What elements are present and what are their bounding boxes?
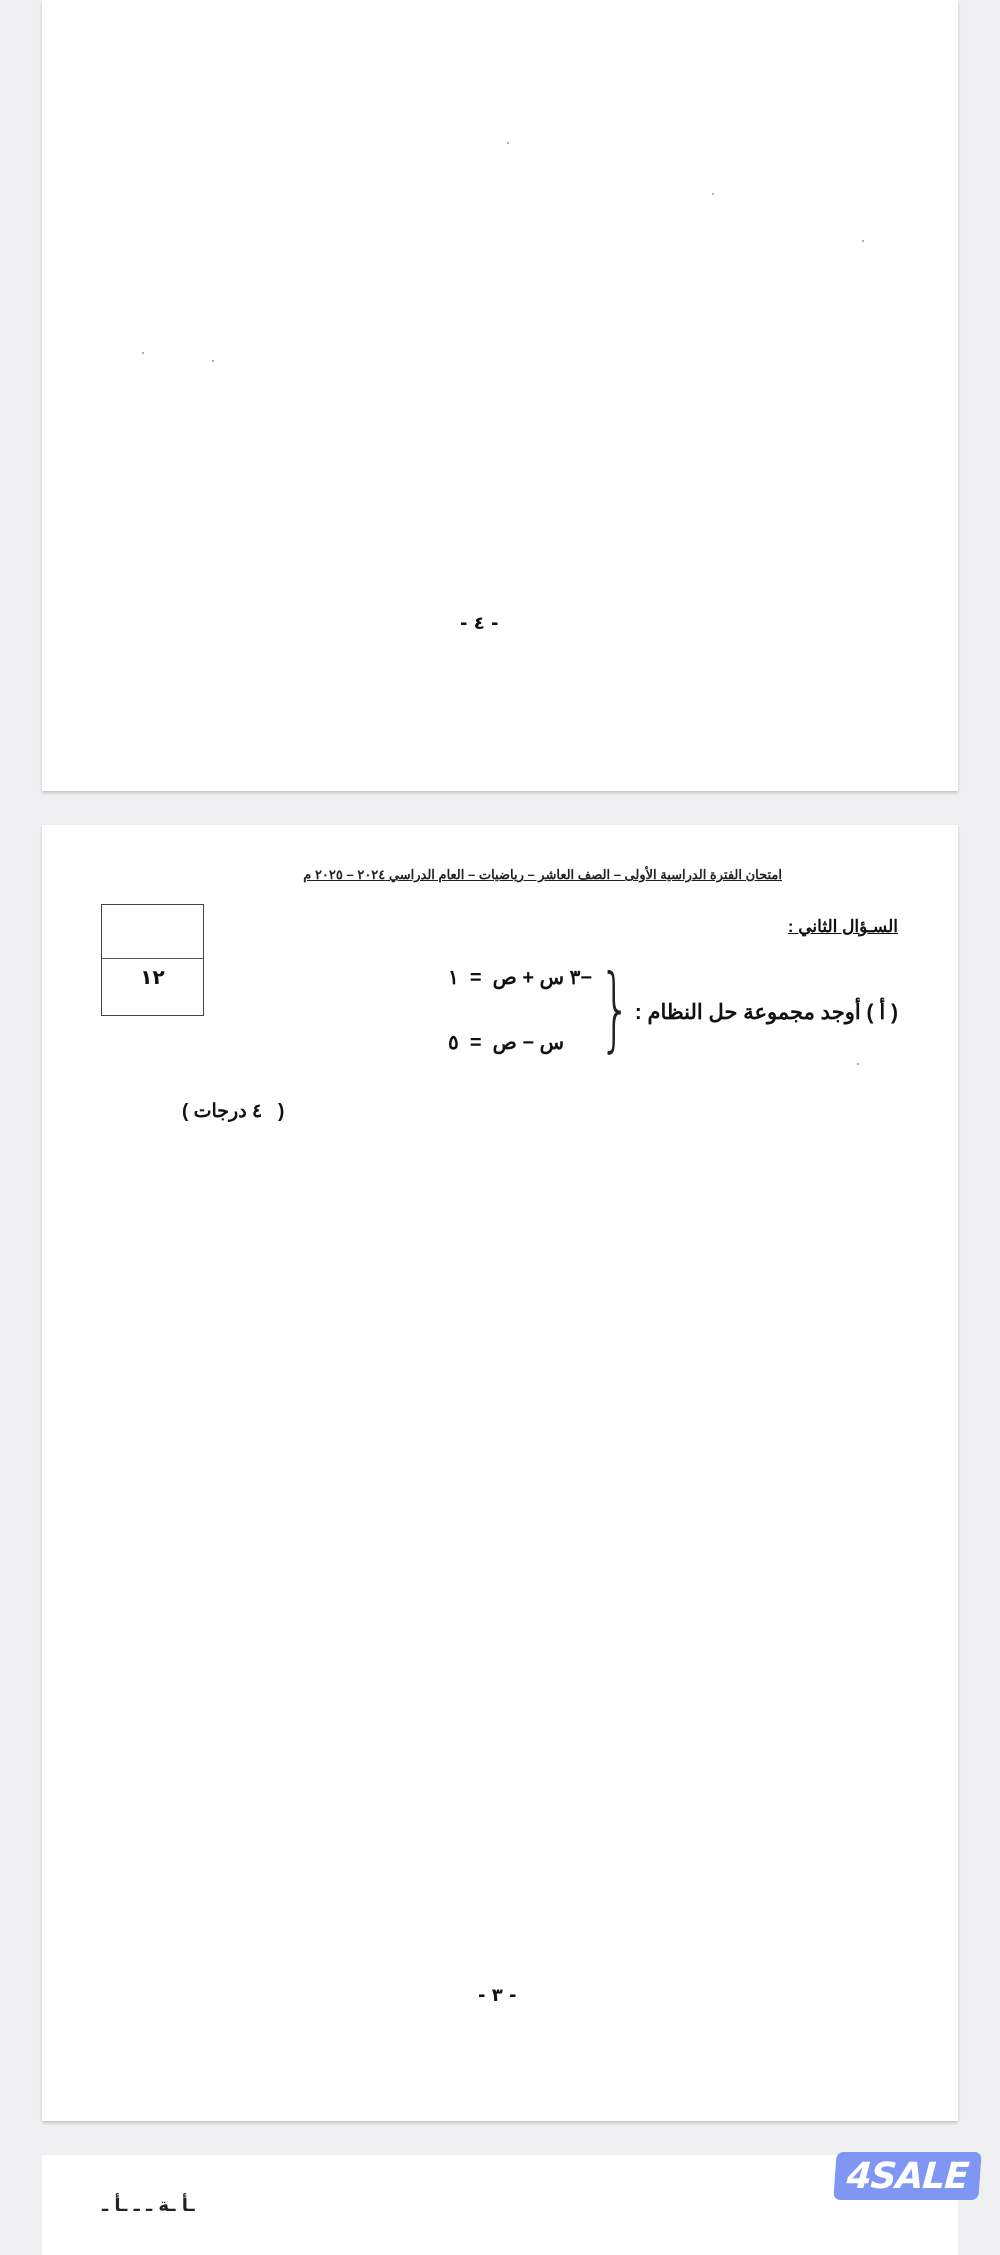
scan-speck	[142, 352, 144, 354]
page-number: - ٤ -	[460, 613, 499, 634]
scan-speck	[862, 240, 864, 242]
scan-speck	[507, 142, 509, 144]
scan-speck	[712, 193, 714, 195]
curly-brace-icon: }	[599, 955, 632, 1062]
page-number: - ٣ -	[478, 1985, 517, 2006]
equation-2: س − ص = ٥	[447, 1032, 564, 1054]
scan-speck	[212, 360, 214, 362]
score-total-cell: ١٢	[140, 965, 165, 989]
partial-page-text: ـأ ـة ـ ـ ـأ ـ	[102, 2195, 195, 2216]
scan-speck	[857, 1063, 859, 1065]
exam-header: امتحان الفترة الدراسية الأولى – الصف العاشر – رياضيات – العام الدراسي ٢٠٢٤ – ٢٠٢٥ م	[303, 867, 782, 882]
equation-1: −٣ س + ص = ١	[447, 967, 592, 989]
part-a-prompt: ( أ ) أوجد مجموعة حل النظام :	[634, 1001, 898, 1024]
4sale-watermark-logo: 4SALE	[833, 2152, 981, 2200]
score-box	[101, 904, 204, 1016]
document-page-next	[42, 2155, 958, 2255]
question-title: السـؤال الثاني :	[787, 917, 898, 936]
document-page-4	[42, 0, 958, 791]
score-earned-cell	[102, 905, 203, 959]
document-page-3	[42, 825, 958, 2121]
part-a-marks: ( ٤ درجات )	[182, 1101, 285, 1122]
